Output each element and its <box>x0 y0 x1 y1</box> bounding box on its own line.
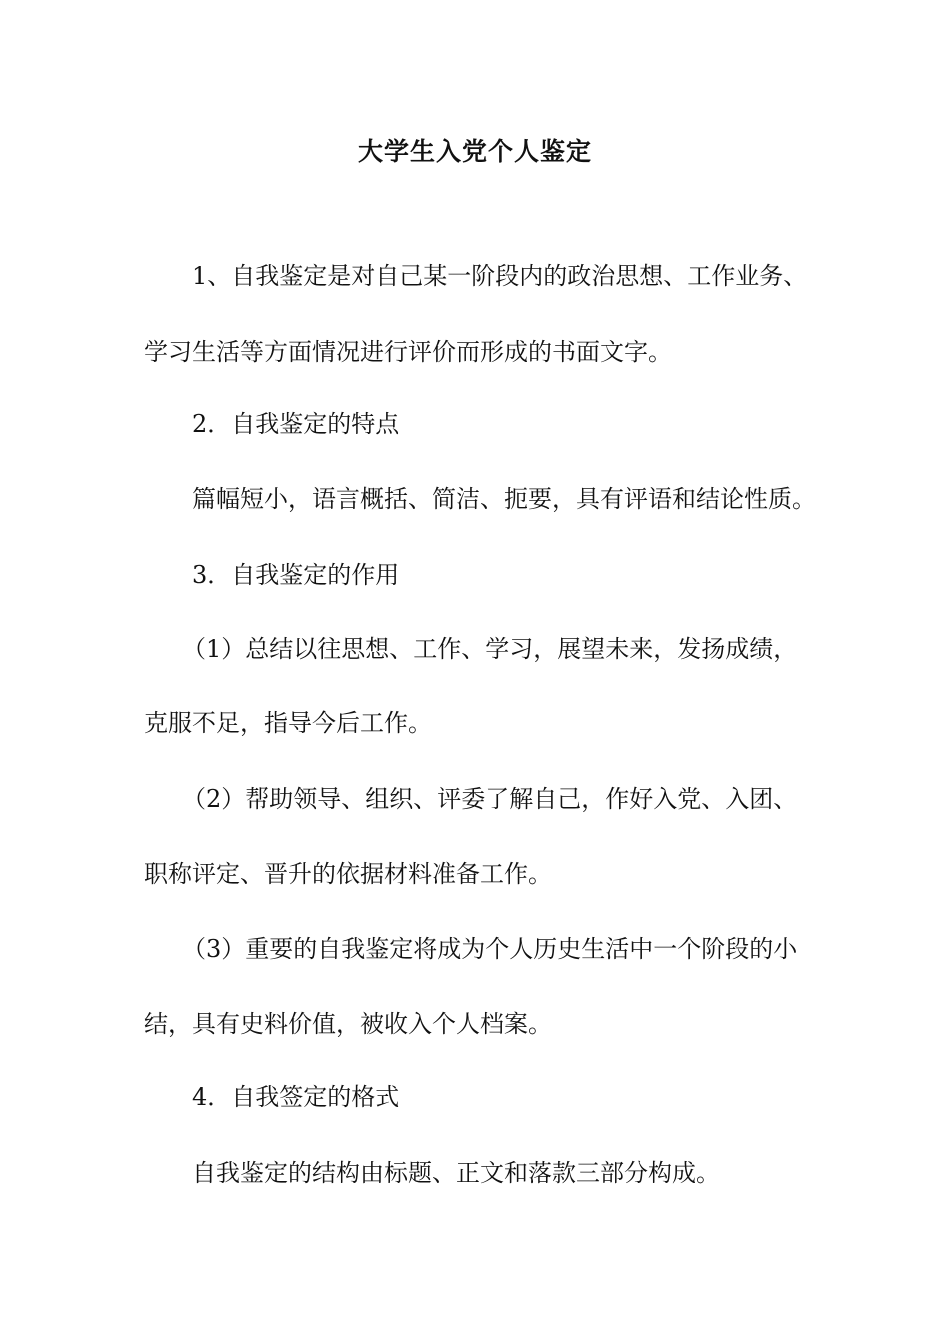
paragraph-line: 职称评定、晋升的依据材料准备工作。 <box>144 860 552 888</box>
paragraph-line: 篇幅短小，语言概括、简洁、扼要，具有评语和结论性质。 <box>192 485 816 513</box>
paragraph-line: （3）重要的自我鉴定将成为个人历史生活中一个阶段的小 <box>182 935 798 963</box>
paragraph-line: 学习生活等方面情况进行评价而形成的书面文字。 <box>144 338 672 366</box>
paragraph-line: 1、自我鉴定是对自己某一阶段内的政治思想、工作业务、 <box>192 262 808 290</box>
paragraph-line: 结，具有史料价值，被收入个人档案。 <box>144 1010 552 1038</box>
section-heading: 2．自我鉴定的特点 <box>192 410 400 438</box>
section-heading: 4．自我签定的格式 <box>192 1083 400 1111</box>
paragraph-line: （1）总结以往思想、工作、学习，展望未来，发扬成绩， <box>182 635 798 663</box>
paragraph-line: （2）帮助领导、组织、评委了解自己，作好入党、入团、 <box>182 785 798 813</box>
paragraph-line: 自我鉴定的结构由标题、正文和落款三部分构成。 <box>192 1159 720 1187</box>
document-title: 大学生入党个人鉴定 <box>357 137 592 166</box>
section-heading: 3．自我鉴定的作用 <box>192 561 400 589</box>
paragraph-line: 克服不足，指导今后工作。 <box>144 709 432 737</box>
